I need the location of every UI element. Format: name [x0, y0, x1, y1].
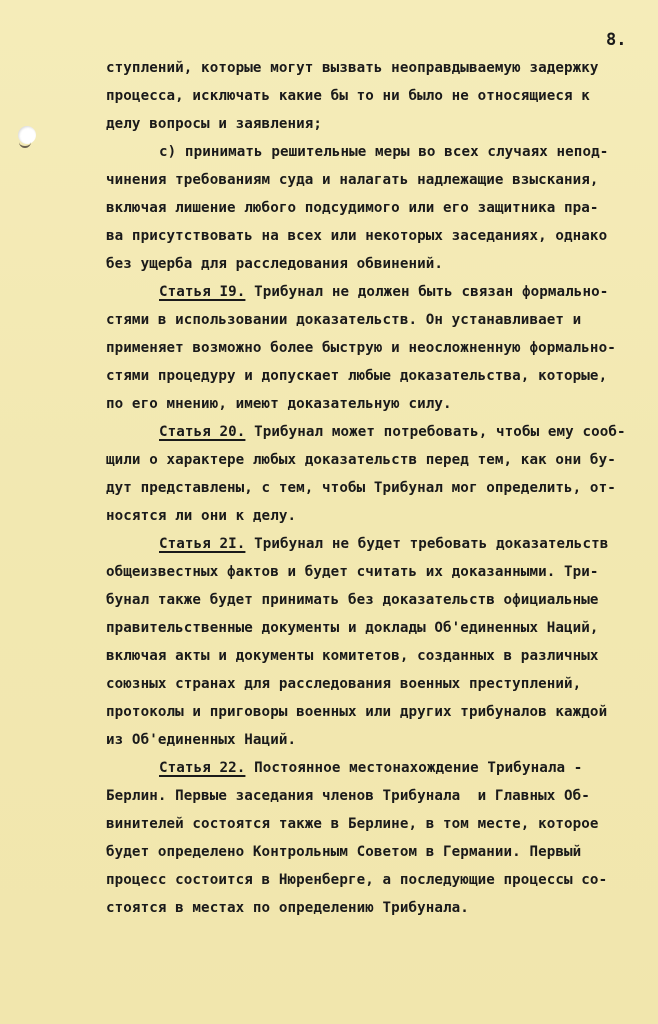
line-text: Трибунал не должен быть связан формально-	[245, 284, 609, 300]
line-text: Трибунал может потребовать, чтобы ему сооб-	[245, 424, 626, 440]
text-line	[106, 254, 443, 274]
line-text: общеизвестных фактов и будет считать их доказанными. Три-	[106, 564, 599, 580]
text-line	[106, 562, 599, 582]
text-line	[106, 58, 599, 78]
line-text: включая акты и документы комитетов, созданных в различных	[106, 648, 599, 664]
text-line	[106, 226, 607, 246]
article-heading: Статья 22.	[159, 760, 246, 776]
line-text: щили о характере любых доказательств перед тем, как они бу-	[106, 452, 616, 468]
text-line	[106, 506, 296, 526]
line-text: по его мнению, имеют доказательную силу.	[106, 396, 452, 412]
text-line	[159, 534, 608, 554]
text-line	[159, 758, 582, 778]
text-line	[106, 366, 607, 386]
text-line	[106, 338, 616, 358]
line-text: ступлений, которые могут вызвать неоправдываемую задержку	[106, 60, 599, 76]
line-text: Трибунал не будет требовать доказательств	[245, 536, 609, 552]
line-text: делу вопросы и заявления;	[106, 116, 323, 132]
line-text: носятся ли они к делу.	[106, 508, 297, 524]
line-text: процесс состоится в Нюренберге, а последующие процессы со-	[106, 872, 608, 888]
line-text: без ущерба для расследования обвинений.	[106, 256, 444, 272]
line-text: ва присутствовать на всех или некоторых заседаниях, однако	[106, 228, 608, 244]
text-line	[106, 702, 607, 722]
line-text: протоколы и приговоры военных или других трибуналов каждой	[106, 704, 608, 720]
text-line	[106, 310, 581, 330]
line-text: стоятся в местах по определению Трибунала.	[106, 900, 469, 916]
text-line	[106, 478, 616, 498]
article-heading: Статья 2I.	[159, 536, 246, 552]
line-text: применяет возможно более быструю и неосложненную формально-	[106, 340, 616, 356]
page-number: 8.	[606, 30, 627, 50]
text-line	[106, 814, 599, 834]
text-line	[159, 282, 608, 302]
text-line	[106, 730, 296, 750]
line-text: правительственные документы и доклады Об'единенных Наций,	[106, 620, 599, 636]
line-text: стями процедуру и допускает любые доказательства, которые,	[106, 368, 608, 384]
line-text: Берлин. Первые заседания членов Трибунала и Главных Об-	[106, 788, 590, 804]
line-text: с) принимать решительные меры во всех случаях непод-	[159, 144, 609, 160]
line-text: стями в использовании доказательств. Он устанавливает и	[106, 312, 582, 328]
text-line	[106, 646, 599, 666]
line-text: из Об'единенных Наций.	[106, 732, 297, 748]
line-text: дут представлены, с тем, чтобы Трибунал мог определить, от-	[106, 480, 616, 496]
text-line	[106, 170, 599, 190]
line-text: чинения требованиям суда и налагать надлежащие взыскания,	[106, 172, 599, 188]
text-line	[159, 422, 626, 442]
line-text: включая лишение любого подсудимого или его защитника пра-	[106, 200, 599, 216]
line-text: Постоянное местонахождение Трибунала -	[245, 760, 583, 776]
text-line	[159, 142, 608, 162]
line-text: союзных странах для расследования военных преступлений,	[106, 676, 582, 692]
text-line	[106, 198, 599, 218]
text-line	[106, 786, 590, 806]
text-line	[106, 674, 581, 694]
line-text: бунал также будет принимать без доказательств официальные	[106, 592, 599, 608]
line-text: будет определено Контрольным Советом в Германии. Первый	[106, 844, 582, 860]
text-line	[106, 870, 607, 890]
text-line	[106, 394, 452, 414]
article-heading: Статья I9.	[159, 284, 246, 300]
line-text: процесса, исключать какие бы то ни было не относящиеся к	[106, 88, 590, 104]
article-heading: Статья 20.	[159, 424, 246, 440]
text-line	[106, 898, 469, 918]
text-line	[106, 590, 599, 610]
text-line	[106, 114, 322, 134]
text-line	[106, 450, 616, 470]
line-text: винителей состоятся также в Берлине, в том месте, которое	[106, 816, 599, 832]
text-line	[106, 842, 581, 862]
punch-hole-shadow	[19, 140, 31, 148]
text-line	[106, 86, 590, 106]
text-line	[106, 618, 599, 638]
